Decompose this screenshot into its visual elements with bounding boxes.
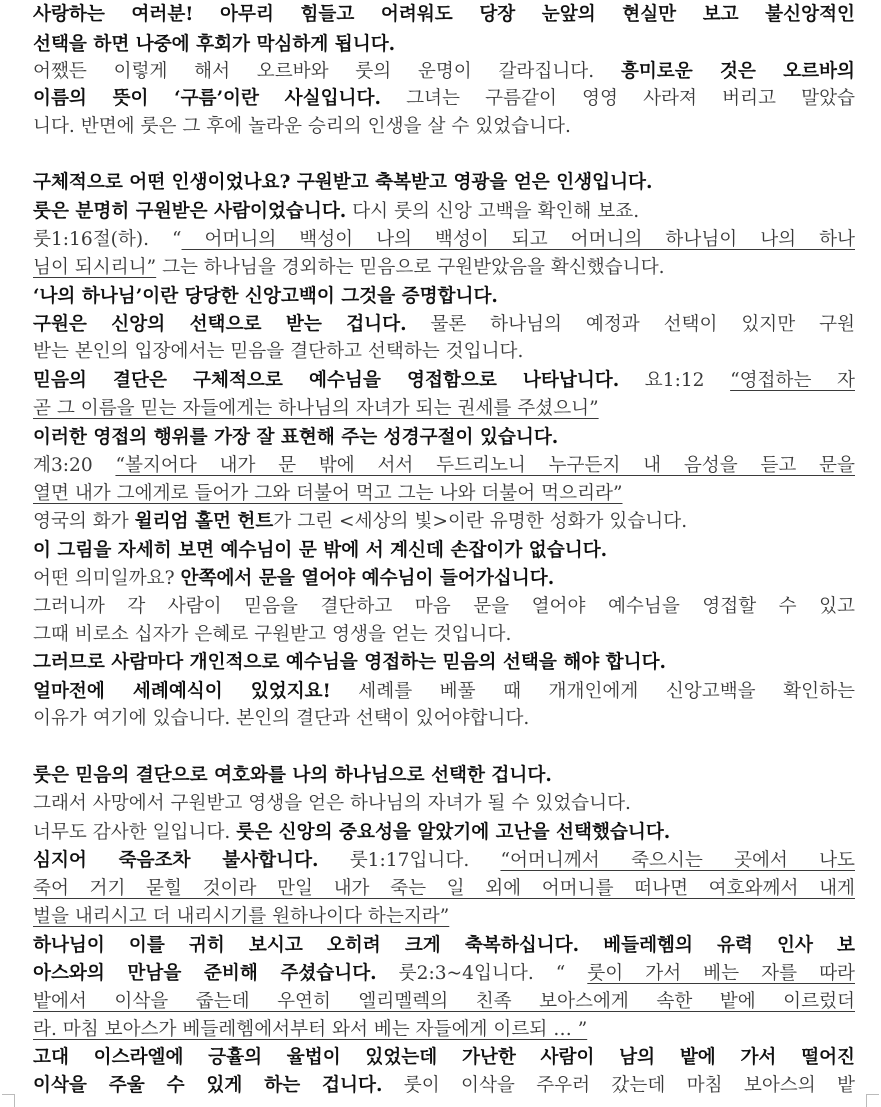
scripture-quote: 벌을 내리시고 더 내리시기를 원하나이다 하는지라” — [33, 906, 450, 927]
bold-text: 룻은 분명히 구원받은 사람이었습니다. — [33, 201, 347, 222]
body-text: 그는 하나님을 경외하는 믿음으로 구원받았음을 확신했습니다. — [156, 257, 665, 278]
text-line — [33, 931, 855, 961]
body-text: 요1:12 — [619, 370, 731, 391]
bold-text: 윌리엄 홀먼 헌트 — [134, 511, 274, 532]
text-line — [33, 536, 855, 566]
text-line — [33, 84, 855, 114]
text-line — [33, 874, 855, 904]
scripture-quote: 밭에서 이삭을 줍는데 우연히 엘리멜렉의 친족 보아스에게 속한 밭에 이르렀더 — [33, 991, 855, 1012]
body-text: 어쨌든 이렇게 해서 오르바와 룻의 운명이 갈라집니다. — [33, 61, 621, 82]
body-text: 계3:20 — [33, 455, 116, 476]
bold-text: ‘나의 하나님’이란 당당한 신앙고백이 그것을 증명합니다. — [33, 286, 498, 307]
body-text: 물론 하나님의 예정과 선택이 있지만 구원 — [406, 314, 855, 335]
text-line — [33, 987, 855, 1017]
bold-text: 이삭을 주울 수 있게 하는 겁니다. — [33, 1075, 383, 1096]
body-text: 그녀는 구름같이 영영 사라져 버리고 말았습 — [380, 88, 855, 109]
body-text: 룻2:3~4입니다. “ — [376, 963, 588, 984]
text-line — [33, 30, 855, 60]
text-line — [33, 168, 855, 198]
text-line — [33, 310, 855, 340]
text-line — [33, 1015, 855, 1045]
text-line — [33, 704, 855, 734]
body-text: 다시 룻의 신앙 고백을 확인해 보죠. — [346, 201, 640, 222]
text-line — [33, 394, 855, 424]
text-line — [33, 846, 855, 876]
text-line — [33, 1043, 855, 1073]
bold-text: 하나님이 이를 귀히 보시고 오히려 크게 축복하십니다. 베들레헴의 유력 인사 보 — [33, 935, 855, 956]
text-line — [33, 1071, 855, 1101]
body-text: 그러니까 각 사람이 믿음을 결단하고 마음 문을 열어야 예수님을 영접할 수 있고 — [33, 596, 855, 617]
body-text: 어떤 의미일까요? — [33, 568, 181, 589]
scripture-quote: 어머니의 백성이 나의 백성이 되고 어머니의 하나님이 나의 하나 — [181, 229, 855, 250]
bold-text: 고대 이스라엘에 긍휼의 율법이 있었는데 가난한 사람이 남의 밭에 가서 떨어진 — [33, 1047, 855, 1068]
body-text: 받는 본인의 입장에서는 믿음을 결단하고 선택하는 것입니다. — [33, 341, 524, 362]
scripture-quote: 곧 그 이름을 믿는 자들에게는 하나님의 자녀가 되는 권세를 주셨으니” — [33, 398, 599, 419]
text-line — [33, 253, 855, 283]
scripture-quote: 님이 되시리니” — [33, 257, 157, 278]
scripture-quote: 룻이 가서 베는 자를 따라 — [587, 963, 855, 984]
scripture-quote: “볼지어다 내가 문 밖에 서서 두드리노니 누구든지 내 음성을 듣고 문을 — [115, 455, 855, 476]
text-line — [33, 479, 855, 509]
body-text: 세례를 베풀 때 개개인에게 신앙고백을 확인하는 — [330, 681, 855, 702]
text-line — [33, 282, 855, 312]
scripture-quote: 죽어 거기 묻힐 것이라 만일 내가 죽는 일 외에 어머니를 떠나면 여호와께서 내게 — [33, 878, 855, 899]
text-line — [33, 451, 855, 481]
bold-text: 이름의 뜻이 ‘구름’이란 사실입니다. — [33, 88, 381, 109]
page-corner-mark — [866, 1094, 879, 1107]
text-line — [33, 423, 855, 453]
body-text: 룻이 이삭을 주우러 갔는데 마침 보아스의 밭 — [382, 1075, 855, 1096]
bold-text: 흥미로운 것은 오르바의 — [620, 61, 855, 82]
text-line — [33, 648, 855, 678]
bold-text: 아스와의 만남을 준비해 주셨습니다. — [33, 963, 377, 984]
scripture-quote: “어머니께서 죽으시는 곳에서 나도 — [500, 850, 855, 871]
text-line — [33, 818, 855, 848]
scripture-quote: 라. 마침 보아스가 베들레헴에서부터 와서 베는 자들에게 이르되 … ” — [33, 1019, 588, 1040]
body-text: 가 그린 <세상의 빛>이란 유명한 성화가 있습니다. — [273, 511, 688, 532]
text-line — [33, 0, 855, 30]
text-line — [33, 677, 855, 707]
bold-text: 룻은 믿음의 결단으로 여호와를 나의 하나님으로 선택한 겁니다. — [33, 765, 552, 786]
text-line — [33, 57, 855, 87]
text-line — [33, 112, 855, 142]
body-text: 그래서 사망에서 구원받고 영생을 얻은 하나님의 자녀가 될 수 있었습니다. — [33, 793, 631, 814]
body-text: 그때 비로소 십자가 은혜로 구원받고 영생을 얻는 것입니다. — [33, 624, 512, 645]
text-line — [33, 959, 855, 989]
text-line — [33, 761, 855, 791]
text-line — [33, 789, 855, 819]
bold-text: 심지어 죽음조차 불사합니다. — [33, 850, 319, 871]
bold-text: 믿음의 결단은 구체적으로 예수님을 영접함으로 나타납니다. — [33, 370, 620, 391]
bold-text: 이 그림을 자세히 보면 예수님이 문 밖에 서 계신데 손잡이가 없습니다. — [33, 540, 608, 561]
text-line — [33, 225, 855, 255]
body-text: 영국의 화가 — [33, 511, 135, 532]
bold-text: 안쪽에서 문을 열어야 예수님이 들어가십니다. — [180, 568, 555, 589]
text-line — [33, 507, 855, 537]
text-line — [33, 366, 855, 396]
text-line — [33, 592, 855, 622]
page-corner-mark — [2, 1094, 15, 1107]
text-line — [33, 902, 855, 932]
bold-text: 그러므로 사람마다 개인적으로 예수님을 영접하는 믿음의 선택을 해야 합니다. — [33, 652, 667, 673]
text-line — [33, 564, 855, 594]
body-text: 룻1:16절(하). “ — [33, 229, 182, 250]
scripture-quote: “영접하는 자 — [730, 370, 855, 391]
bold-text: 구원은 신앙의 선택으로 받는 겁니다. — [33, 314, 407, 335]
body-text: 너무도 감사한 일입니다. — [33, 822, 237, 843]
text-line — [33, 620, 855, 650]
bold-text: 선택을 하면 나중에 후회가 막심하게 됩니다. — [33, 34, 396, 55]
bold-text: 얼마전에 세례예식이 있었지요! — [33, 681, 331, 702]
body-text: 이유가 여기에 있습니다. 본인의 결단과 선택이 있어야합니다. — [33, 708, 530, 729]
bold-text: 룻은 신앙의 중요성을 알았기에 고난을 선택했습니다. — [236, 822, 671, 843]
body-text: 니다. 반면에 룻은 그 후에 놀라운 승리의 인생을 살 수 있었습니다. — [33, 116, 571, 137]
bold-text: 사랑하는 여러분! 아무리 힘들고 어려워도 당장 눈앞의 현실만 보고 불신앙적인 — [33, 4, 855, 25]
bold-text: 이러한 영접의 행위를 가장 잘 표현해 주는 성경구절이 있습니다. — [33, 427, 559, 448]
text-line — [33, 197, 855, 227]
text-line — [33, 337, 855, 367]
scripture-quote: 열면 내가 그에게로 들어가 그와 더불어 먹고 그는 나와 더불어 먹으리라” — [33, 483, 623, 504]
bold-text: 구체적으로 어떤 인생이었나요? 구원받고 축복받고 영광을 얻은 인생입니다. — [33, 172, 653, 193]
body-text: 룻1:17입니다. — [318, 850, 501, 871]
